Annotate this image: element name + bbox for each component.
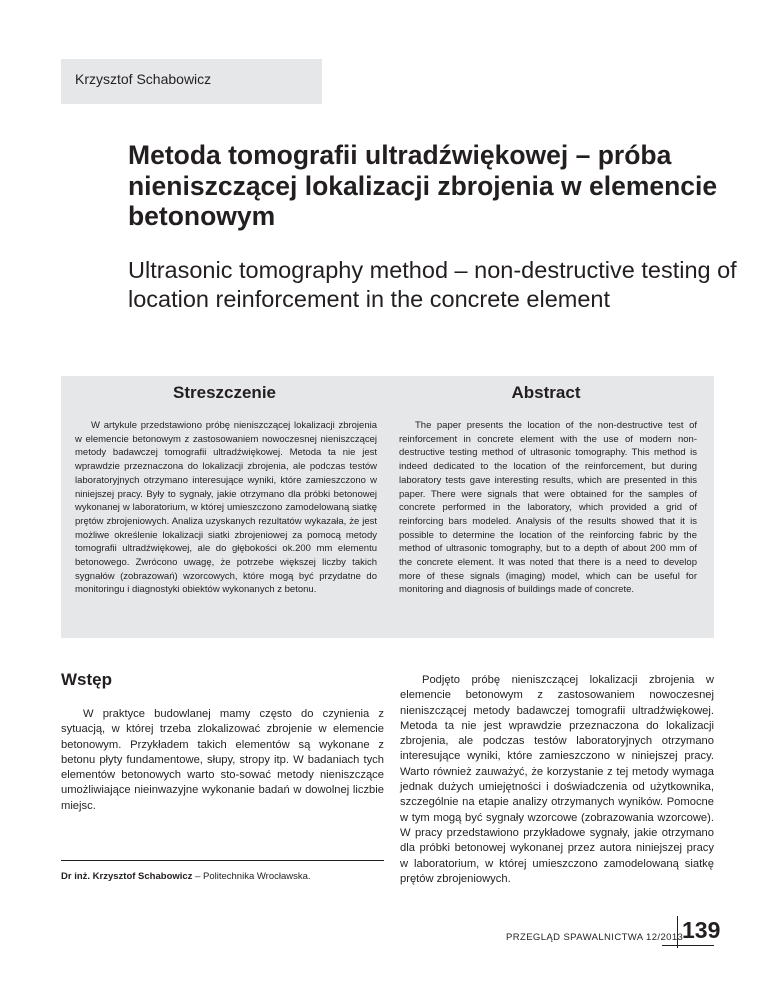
page-divider — [677, 916, 678, 948]
intro-paragraph-left: W praktyce budowlanej mamy często do czynienia z sytuacją, w której trzeba zlokalizować zbrojenie w elemencie betonowym. Przykładem takich elementów są wykonane z betonu płyty fundamentowe, słupy, stropy itp. W badaniach tych elementów betonowych warto sto-sować metody nieniszczące umożliwiające nieinwazyjne wykonanie badań w dowolnej liczbie miejsc. — [61, 708, 384, 812]
abstract-en-text: The paper presents the location of the non-destructive test of reinforcement in concrete element with the use of modern non-destructive testing method of ultrasonic tomography. This method is indeed dedicated to the location of the reinforcement, but during laboratory tests gave interesting results, which are presented in this paper. There were signals that were obtained for the samples of concrete performed in the laboratory, which provided a grid of reinforcing bars modeled. Analysis of the results showed that it is possible to determine the location of the reinforcing fabric by the method of ultrasonic tomography, but to a depth of about 200 mm of the concrete element. It was noted that there is a need to develop more of these signals (imaging) model, which can be useful for monitoring and diagnosis of buildings made of concrete. — [399, 420, 697, 596]
footnote-affiliation: – Politechnika Wrocławska. — [192, 871, 311, 882]
abstract-box — [61, 376, 714, 638]
author-box — [61, 59, 322, 104]
title-english: Ultrasonic tomography method – non-destructive testing of location reinforcement in the concrete element — [128, 257, 737, 312]
section-heading: Wstęp — [61, 670, 112, 689]
intro-paragraph-right: Podjęto próbę nieniszczącej lokalizacji zbrojenia w elemencie betonowym z zastosowaniem nowoczesnej nieniszczącej metody badawczej tomografii ultradźwiękowej. Metoda ta nie jest wprawdzie przeznaczona do lokalizacji zbrojenia, ale podczas testów laboratoryjnych otrzymano interesujące wyniki, które zamieszczono w niniejszej pracy. Warto również zauważyć, że korzystanie z tej metody wymaga jednak dużych umiejętności i doświadczenia od użytkownika, szczególnie na etapie analizy otrzymanych wyników. Pomocne w tym mogą być sygnały wzorcowe (zobrazowania wzorcowe). W pracy przedstawiono przykładowe sygnały, jakie otrzymano dla próbki betonowej wykonanej przez autora niniejszej pracy w laboratorium, w której umieszczono zamodelowaną siatkę prętów zbrojeniowych. — [400, 674, 714, 885]
title-polish: Metoda tomografii ultradźwiękowej – próba nieniszczącej lokalizacji zbrojenia w elemencie betonowym — [128, 140, 718, 231]
footnote-author: Dr inż. Krzysztof Schabowicz — [61, 871, 193, 882]
journal-name: PRZEGLĄD SPAWALNICTWA 12/2013 — [506, 932, 684, 943]
footnote — [61, 871, 391, 882]
abstract-pl-heading: Streszczenie — [173, 383, 276, 402]
author-name: Krzysztof Schabowicz — [75, 71, 212, 87]
page-number: 139 — [682, 917, 721, 943]
page-rule — [662, 945, 714, 946]
footnote-divider — [61, 860, 384, 861]
abstract-en-heading: Abstract — [511, 383, 581, 402]
abstract-pl-text: W artykule przedstawiono próbę nieniszczącej lokalizacji zbrojenia w elemencie betonowym z zastosowaniem nowoczesnej nieniszczącej metody badawczej tomografii ultradźwiękowej. Metoda ta nie jest wprawdzie przeznaczona do lokalizacji zbrojenia, ale podczas testów laboratoryjnych otrzymano interesujące wyniki, które zamieszczono w niniejszej pracy. Były to sygnały, jakie otrzymano dla próbki betonowej wykonanej w laboratorium, w której umieszczono zamodelowaną siatkę prętów zbrojeniowych. Analiza uzyskanych rezultatów wykazała, że jest możliwe określenie lokalizacji siatki zbrojeniowej za pomocą metody tomografii ultradźwiękowej, ale do głębokości ok.200 mm elementu betonowego. Zwrócono uwagę, że potrzebe większej liczby takich sygnałów (zobrazowań) wzorcowych, które mogą być przydatne do monitoringu i diagnostyki obiektów wykonanych z betonu. — [75, 420, 377, 596]
